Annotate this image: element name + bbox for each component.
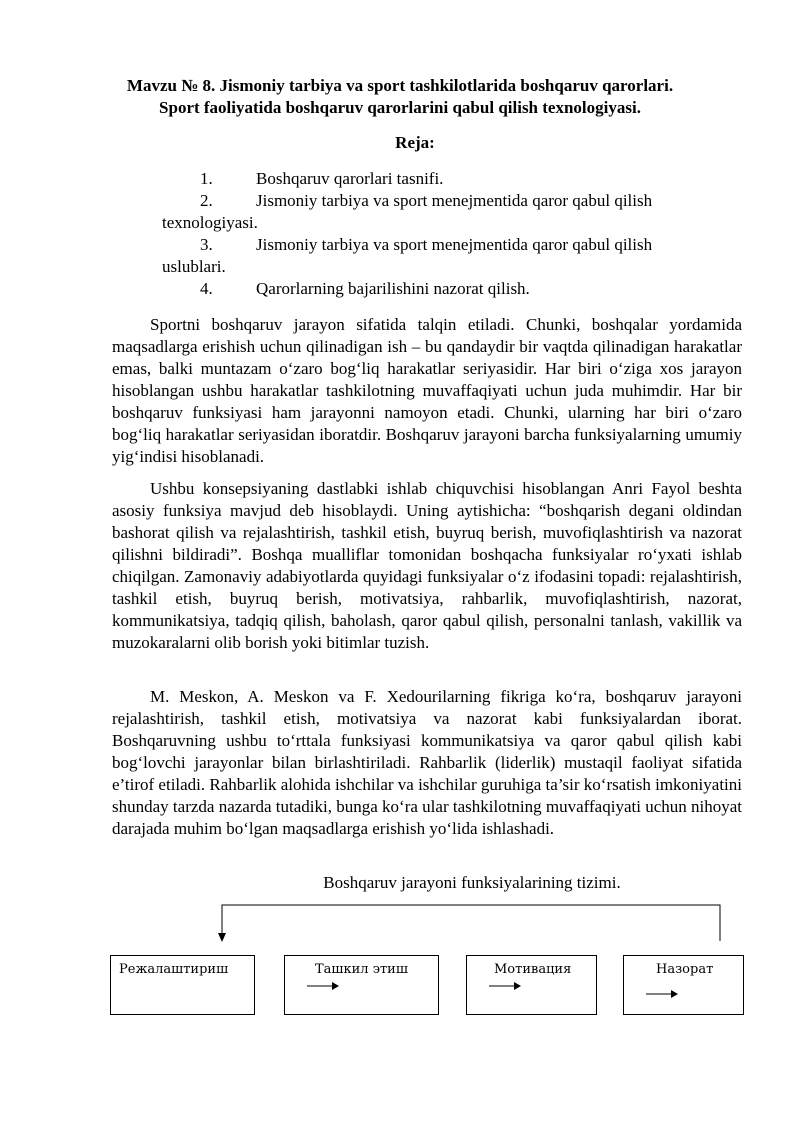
plan-item-continuation: uslublari.	[162, 257, 226, 276]
plan-heading: Reja:	[395, 133, 435, 152]
plan-item-text: Boshqaruv qarorlari tasnifi.	[256, 169, 444, 188]
plan-item-number: 4.	[200, 279, 213, 298]
plan-item-number: 2.	[200, 191, 213, 210]
plan-item-text: Jismoniy tarbiya va sport menejmentida qaror qabul qilish	[256, 235, 653, 254]
plan-item	[162, 278, 742, 300]
arrow-down-icon	[218, 933, 226, 942]
diagram-box-motivation	[466, 955, 597, 1015]
plan-item	[162, 168, 742, 190]
document-title	[80, 75, 720, 119]
body-paragraph-1: Sportni boshqaruv jarayon sifatida talqin etiladi. Chunki, boshqalar yordamida maqsadlarga erishish uchun qilinadigan ish – bu qandaydir bir vaqtda qilinadigan harakatlar emas, balki muntazam o‘zaro bog‘liq harakatlar seriyasidir. Har biri o‘ziga xos jarayon hisoblangan ushbu harakatlar tashkilotning muvaffaqiyati uchun juda muhimdir. Har bir boshqaruv funksiyasi ham jarayonni namoyon etadi. Chunki, ularning har biri o‘zaro bog‘liq harakatlar seriyasidan iboratdir. Boshqaruv jarayoni barcha funksiyalarning umumiy yig‘indisi hisoblanadi.	[112, 315, 742, 466]
plan-item-continuation: texnologiyasi.	[162, 213, 258, 232]
plan-item-text: Jismoniy tarbiya va sport menejmentida qaror qabul qilish	[256, 191, 653, 210]
box-label: Назорат	[656, 962, 714, 977]
box-label: Мотивация	[494, 962, 572, 977]
diagram-box-planning	[110, 955, 255, 1015]
diagram-box-control	[623, 955, 744, 1015]
plan-item-text: Qarorlarning bajarilishini nazorat qilish.	[256, 279, 530, 298]
plan-list	[162, 168, 742, 300]
arrow-right-icon	[646, 986, 678, 1000]
body-paragraph-2: Ushbu konsepsiyaning dastlabki ishlab chiquvchisi hisoblangan Anri Fayol beshta asosiy funksiya mavjud deb hisoblaydi. Uning aytishicha: “boshqarish degani oldindan bashorat qilish va rejalashtirish, tashkil etish, buyruq berish, muvofiqlashtirish va nazorat qilishni bildiradi”. Boshqa mualliflar tomonidan boshqacha funksiyalar ro‘yxati ishlab chiqilgan. Zamonaviy adabiyotlarda quyidagi funksiyalar o‘z ifodasini topadi: rejalashtirish, tashkil etish, buyruq berish, motivatsiya, rahbarlik, muvofiqlashtirish, nazorat, kommunikatsiya, tadqiq qilish, baholash, qaror qabul qilish, personalni tanlash, vakillik va muzokaralarni olib borish yoki bitimlar tuzish.	[112, 479, 742, 652]
title-line-2: Sport faoliyatida boshqaruv qarorlarini qabul qilish texnologiyasi.	[159, 98, 641, 117]
feedback-line	[222, 905, 720, 941]
arrow-right-icon	[489, 978, 521, 992]
plan-item-number: 3.	[200, 235, 213, 254]
plan-item	[162, 190, 742, 234]
plan-item-number: 1.	[200, 169, 213, 188]
box-label: Режалаштириш	[119, 962, 229, 977]
diagram-caption: Boshqaruv jarayoni funksiyalarining tizimi.	[323, 873, 621, 892]
body-paragraph-3: M. Meskon, A. Meskon va F. Xedourilarning fikriga ko‘ra, boshqaruv jarayoni rejalashtirish, tashkil etish, motivatsiya va nazorat kabi funksiyalardan iborat. Boshqaruvning ushbu to‘rttala funksiyasi kommunikatsiya va qaror qabul qilish kabi bog‘lovchi jarayonlar bilan birlashtiriladi. Rahbarlik (liderlik) mustaqil faoliyat sifatida e’tirof etiladi. Rahbarlik alohida ishchilar va ishchilar guruhiga ta’sir ko‘rsatish imkoniyatini shunday tarzda nazarda tutadiki, bunga ko‘ra ular tashkilotning muvaffaqiyati uchun nihoyat darajada muhim bo‘lgan maqsadlarga erishish yo‘lida ishlashadi.	[112, 687, 742, 838]
diagram-box-organizing	[284, 955, 439, 1015]
plan-item	[162, 234, 742, 278]
title-line-1: Mavzu № 8. Jismoniy tarbiya va sport tashkilotlarida boshqaruv qarorlari.	[126, 76, 674, 95]
box-label: Ташкил этиш	[315, 962, 408, 977]
arrow-right-icon	[307, 978, 339, 992]
